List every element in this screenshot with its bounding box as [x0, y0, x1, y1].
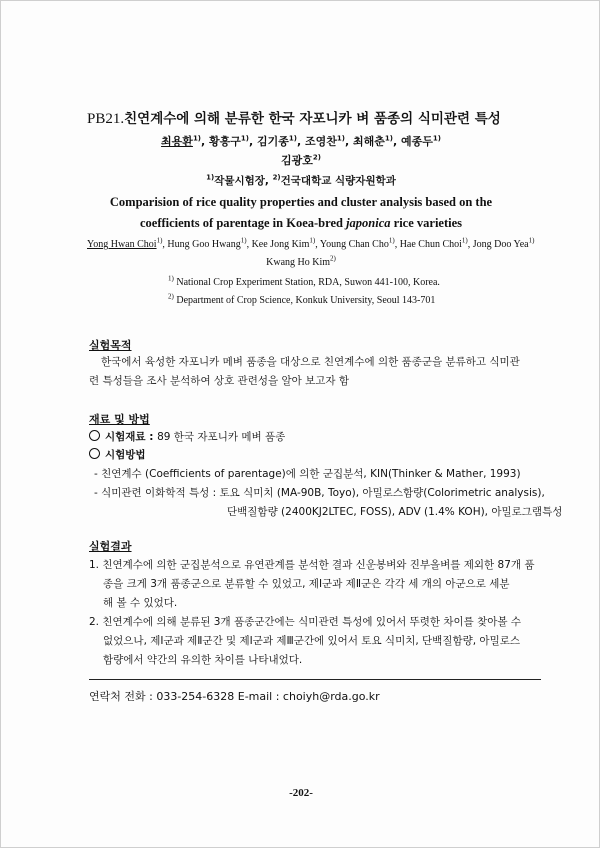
- authors-en: Yong Hwan Choi$^{1)}$, Hung Goo Hwang$^{1)}$, Kee Jong Kim$^{1)}$, Young Chan Cho$^{1)}$, Hae Chun Choi$^{1)}$, Jong Doo Yea$^{1)}$: [87, 236, 535, 250]
- methods-item-2: - 식미관련 이화학적 특성 : 토요 식미치 (MA-90B, Toyo), 아밀로스함량(Colorimetric analysis),: [94, 487, 545, 499]
- section-heading-methods: 재료 및 방법: [89, 413, 150, 426]
- affiliation-en-2: $^{2)}$ Department of Crop Science, Konkuk University, Seoul 143-701: [168, 292, 436, 306]
- result-2-line-1: 2. 친연계수에 의해 분류된 3개 품종군간에는 식미관련 특성에 있어서 뚜렷한 차이를 찾아볼 수: [89, 616, 522, 628]
- methods-item-1: - 친연계수 (Coefficients of parentage)에 의한 군집분석, KIN(Thinker & Mather, 1993): [94, 468, 521, 480]
- section-heading-results: 실험결과: [89, 540, 132, 553]
- title-en-line2: coefficients of parentage in Koea-bred japonica rice varieties: [139, 216, 463, 230]
- methods-material: 시험재료 : 89 한국 자포니카 메벼 품종: [89, 429, 285, 444]
- methods-method-label: 시험방법: [89, 447, 146, 462]
- authors-en-line2: Kwang Ho Kim$^{2)}$: [266, 254, 336, 268]
- purpose-text-1: 한국에서 육성한 자포니카 메벼 품종을 대상으로 친연계수에 의한 품종군을 분류하고 식미관: [101, 356, 520, 368]
- author-kr-5: 최해춘: [352, 135, 385, 148]
- divider: [89, 679, 541, 680]
- result-2-line-2: 없었으나, 제Ⅰ군과 제Ⅱ군간 및 제Ⅰ군과 제Ⅲ군간에 있어서 토요 식미치, 단백질함량, 아밀로스: [103, 635, 520, 647]
- result-1-line-1: 1. 친연계수에 의한 군집분석으로 유연관계를 분석한 결과 신운봉벼와 진부올벼를 제외한 87개 품: [89, 559, 535, 571]
- circle-bullet-icon: [89, 448, 100, 459]
- paper-code: PB21.: [87, 111, 125, 127]
- section-heading-purpose: 실험목적: [89, 339, 132, 352]
- paper-title: [87, 107, 501, 128]
- contact-info: 연락처 전화 : 033-254-6328 E-mail : choiyh@rda.go.kr: [89, 690, 380, 703]
- methods-item-3: 단백질함량 (2400KJ2LTEC, FOSS), ADV (1.4% KOH), 아밀로그램특성: [227, 506, 563, 518]
- author-kr-3: 김기종: [257, 135, 289, 148]
- author-kr-7: 김광호: [281, 154, 313, 167]
- paper-title-kr: 친연계수에 의해 분류한 한국 자포니카 벼 품종의 식미관련 특성: [124, 111, 501, 127]
- author-en-1: Yong Hwan Choi: [87, 239, 157, 250]
- author-kr-2: 황흥구: [209, 135, 241, 148]
- author-en-4: Young Chan Cho: [319, 239, 389, 250]
- purpose-text-2: 련 특성들을 조사 분석하여 상호 관련성을 알아 보고자 함: [89, 375, 349, 387]
- circle-bullet-icon: [89, 430, 100, 441]
- affiliation-en-1: $^{1)}$ National Crop Experiment Station, RDA, Suwon 441-100, Korea.: [168, 274, 440, 288]
- author-en-5: Hae Chun Choi: [399, 239, 462, 250]
- title-en-line1: Comparision of rice quality properties and cluster analysis based on the: [109, 195, 493, 209]
- author-en-3: Kee Jong Kim: [251, 239, 310, 250]
- authors-kr: 최용환$^{1)}$, 황흥구$^{1)}$, 김기종$^{1)}$, 조영찬$^{1)}$, 최해춘$^{1)}$, 예종두$^{1)}$: [161, 134, 441, 148]
- result-1-line-3: 해 볼 수 있었다.: [103, 597, 178, 609]
- author-en-2: Hung Goo Hwang: [167, 239, 241, 250]
- author-kr-1: 최용환: [161, 135, 193, 148]
- author-en-7: Kwang Ho Kim: [266, 257, 331, 268]
- author-kr-6: 예종두: [400, 135, 433, 148]
- result-2-line-3: 함량에서 약간의 유의한 차이를 나타내었다.: [103, 654, 303, 666]
- affiliations-kr: $^{1)}$작물시험장, $^{2)}$건국대학교 식량자원학과: [206, 173, 396, 187]
- result-1-line-2: 종을 크게 3개 품종군으로 분류할 수 있었고, 제Ⅰ군과 제Ⅱ군은 각각 세 개의 아군으로 세분: [103, 578, 510, 590]
- page-number: -202-: [289, 787, 313, 799]
- author-kr-4: 조영찬: [305, 135, 337, 148]
- authors-kr-line2: 김광호$^{2)}$: [281, 153, 321, 167]
- author-en-6: Jong Doo Yea: [472, 239, 529, 250]
